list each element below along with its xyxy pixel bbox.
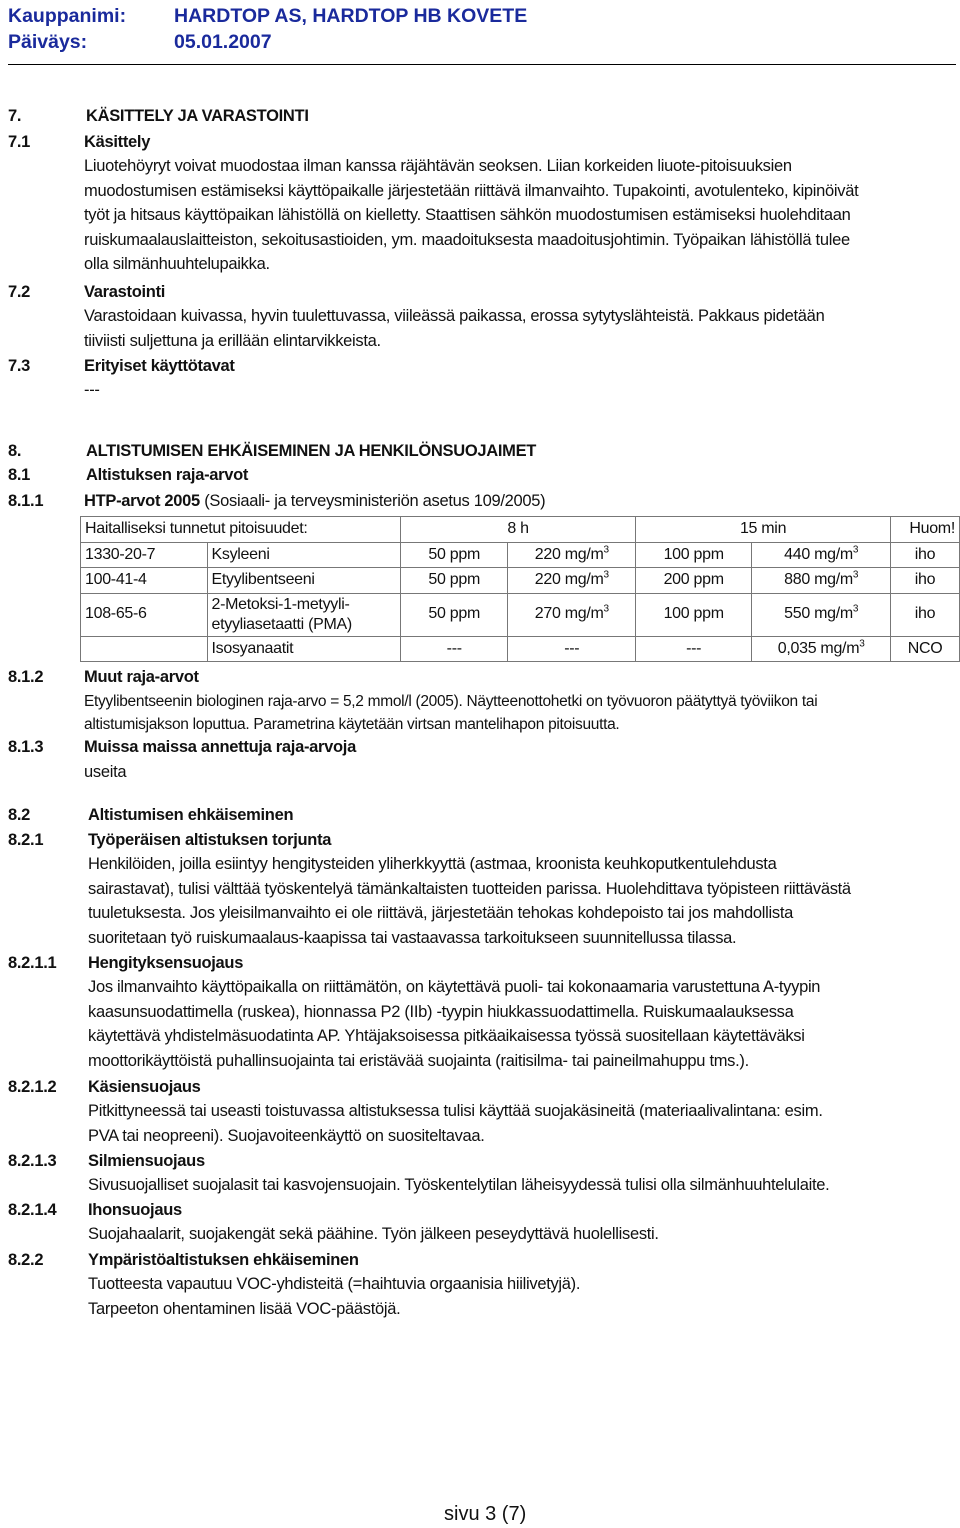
col-8h: 8 h [400, 517, 635, 543]
section-8-2-1-2-title: Käsiensuojaus [88, 1078, 201, 1096]
section-8-1-number: 8.1 [8, 466, 31, 484]
col-15min: 15 min [636, 517, 891, 543]
table-caption: Haitalliseksi tunnetut pitoisuudet: [81, 517, 401, 543]
table-header-row [81, 517, 960, 543]
section-7-1-title: Käsittely [84, 133, 151, 151]
company-name: HARDTOP AS, HARDTOP HB KOVETE [174, 5, 528, 27]
section-8-2-1-1-number: 8.2.1.1 [8, 954, 57, 972]
section-8-2-1-4-title: Ihonsuojaus [88, 1201, 182, 1219]
section-8-2-1-1-title: Hengityksensuojaus [88, 954, 244, 972]
date-value: 05.01.2007 [174, 31, 272, 53]
section-8-1-3-number: 8.1.3 [8, 738, 44, 756]
section-8-2-1-title: Työperäisen altistuksen torjunta [88, 831, 332, 849]
section-8-1-3-text: useita [84, 763, 127, 781]
page-number: sivu 3 (7) [444, 1503, 527, 1525]
section-8-1-2-number: 8.1.2 [8, 668, 44, 686]
company-label: Kauppanimi: [8, 5, 127, 27]
section-7-2-title: Varastointi [84, 283, 166, 301]
section-8-2-1-3-number: 8.2.1.3 [8, 1152, 57, 1170]
table-row: 108-65-6 2-Metoksi-1-metyyli- etyyliasetaatti (PMA) 50 ppm 270 $mg/m^3$ 100 ppm 550 $mg/m^3$ iho [81, 593, 960, 636]
section-8-2-2-title: Ympäristöaltistuksen ehkäiseminen [88, 1251, 359, 1269]
section-7-3-text: --- [84, 381, 100, 399]
section-8-2-1-number: 8.2.1 [8, 831, 44, 849]
section-7-3-number: 7.3 [8, 357, 31, 375]
section-8-2-1-text: Henkilöiden, joilla esiintyy hengitysteiden yliherkkyyttä (astmaa, kroonista keuhkoputkentulehdusta sairastavat), tulisi välttää työskentelyä tämänkaltaisten tuotteiden parissa. Huolehdittava työpisteen riittävästä tuuletuksesta. Jos yleisilmanvaihto ei ole riittävä, järjestetään tehokas kohdepoisto tai jos mahdollista suoritetaan työ ruiskumaalaus-kaapissa tai vastaavassa tarkoitukseen suunnitellussa tilassa. [88, 855, 851, 947]
section-8-2-2-number: 8.2.2 [8, 1251, 44, 1269]
section-8-2-1-1-text: Jos ilmanvaihto käyttöpaikalla on riittämätön, on käytettävä puoli- tai kokonaamaria varustettuna A-tyypin kaasunsuodattimella (ruskea), hionnassa P2 (IIb) -tyypin hiukkassuodattimella. Ruiskumaalauksessa käytettävä yhdistelmäsuodatinta AP. Yhtäjaksoisessa pitkäaikaisessa työssä suositellaan käytettäväksi moottorikäyttöistä puhallinsuojainta tai eristävää suojainta (raitisilma- tai paineilmahuppu tms.). [88, 978, 821, 1070]
col-note: Huom! [891, 517, 960, 543]
date-label: Päiväys: [8, 31, 88, 53]
section-8-2-1-4-number: 8.2.1.4 [8, 1201, 57, 1219]
section-8-2-1-4-text: Suojahaalarit, suojakengät sekä päähine. Työn jälkeen peseydyttävä huolellisesti. [88, 1225, 659, 1243]
section-8-2-1-2-text: Pitkittyneessä tai useasti toistuvassa altistuksessa tulisi käyttää suojakäsineitä (materiaalivalintana: esim. PVA tai neopreeni). Suojavoiteenkäyttö on suositeltavaa. [88, 1102, 823, 1145]
section-8-2-2-text: Tuotteesta vapautuu VOC-yhdisteitä (=haihtuvia orgaanisia hiilivetyjä). Tarpeeton ohentaminen lisää VOC-päästöjä. [88, 1275, 581, 1318]
section-8-2-title: Altistumisen ehkäiseminen [88, 806, 294, 824]
section-8-1-1-title [84, 489, 545, 514]
section-7-title: KÄSITTELY JA VARASTOINTI [86, 107, 309, 125]
section-8-2-1-3-text: Sivusuojalliset suojalasit tai kasvojensuojain. Työskentelytilan läheisyydessä tulisi olla silmänhuuhtelulaite. [88, 1176, 830, 1194]
section-7-1-text: Liuotehöyryt voivat muodostaa ilman kanssa räjähtävän seoksen. Liian korkeiden liuote-pitoisuuksien muodostumisen estämiseksi käyttöpaikalle järjestetään riittävä ilmanvaihto. Tupakointi, avotulenteko, kipinöivät työt ja hitsaus käyttöpaikan lähistöllä on kielletty. Staattisen sähkön muodostumisen estämiseksi huolehditaan ruiskumaalauslaitteiston, sekoitusastioiden, ym. maadoituksesta maadoitusjohtimin. Työpaikan lähistöllä tulee olla silmänhuuhtelupaikka. [84, 157, 859, 274]
exposure-limits-table [80, 516, 960, 662]
table-row: Isosyanaatit --- --- --- 0,035 $mg/m^3$ NCO [81, 636, 960, 662]
section-7-3-title: Erityiset käyttötavat [84, 357, 235, 375]
htp-title: HTP-arvot 2005 [84, 492, 200, 510]
section-8-2-1-2-number: 8.2.1.2 [8, 1078, 57, 1096]
section-8-1-2-text: Etyylibentseenin biologinen raja-arvo = 5,2 mmol/l (2005). Näytteenottohetki on työvuoron päätyttyä työviikon tai altistumisjakson loputtua. Parametrina käytetään virtsan mantelihapon pitoisuutta. [84, 693, 818, 733]
section-8-1-3-title: Muissa maissa annettuja raja-arvoja [84, 738, 356, 756]
section-7-2-text: Varastoidaan kuivassa, hyvin tuulettuvassa, viileässä paikassa, erossa sytytyslähteistä. Pakkaus pidetään tiiviisti suljettuna ja erillään elintarvikkeista. [84, 307, 825, 350]
section-7-1-number: 7.1 [8, 133, 31, 151]
header-rule [8, 64, 956, 65]
section-8-title: ALTISTUMISEN EHKÄISEMINEN JA HENKILÖNSUOJAIMET [86, 442, 537, 460]
table-row: 100-41-4 Etyylibentseeni 50 ppm 220 $mg/m^3$ 200 ppm 880 $mg/m^3$ iho [81, 568, 960, 594]
section-8-2-number: 8.2 [8, 806, 31, 824]
section-8-1-1-number: 8.1.1 [8, 492, 44, 510]
htp-decree: (Sosiaali- ja terveysministeriön asetus 109/2005) [199, 492, 546, 510]
section-8-1-title: Altistuksen raja-arvot [86, 466, 249, 484]
section-8-1-2-title: Muut raja-arvot [84, 668, 199, 686]
section-7-number: 7. [8, 107, 22, 125]
section-7-2-number: 7.2 [8, 283, 31, 301]
section-8-2-1-3-title: Silmiensuojaus [88, 1152, 205, 1170]
table-row: 1330-20-7 Ksyleeni 50 ppm 220 $mg/m^3$ 100 ppm 440 $mg/m^3$ iho [81, 542, 960, 568]
section-8-number: 8. [8, 442, 22, 460]
